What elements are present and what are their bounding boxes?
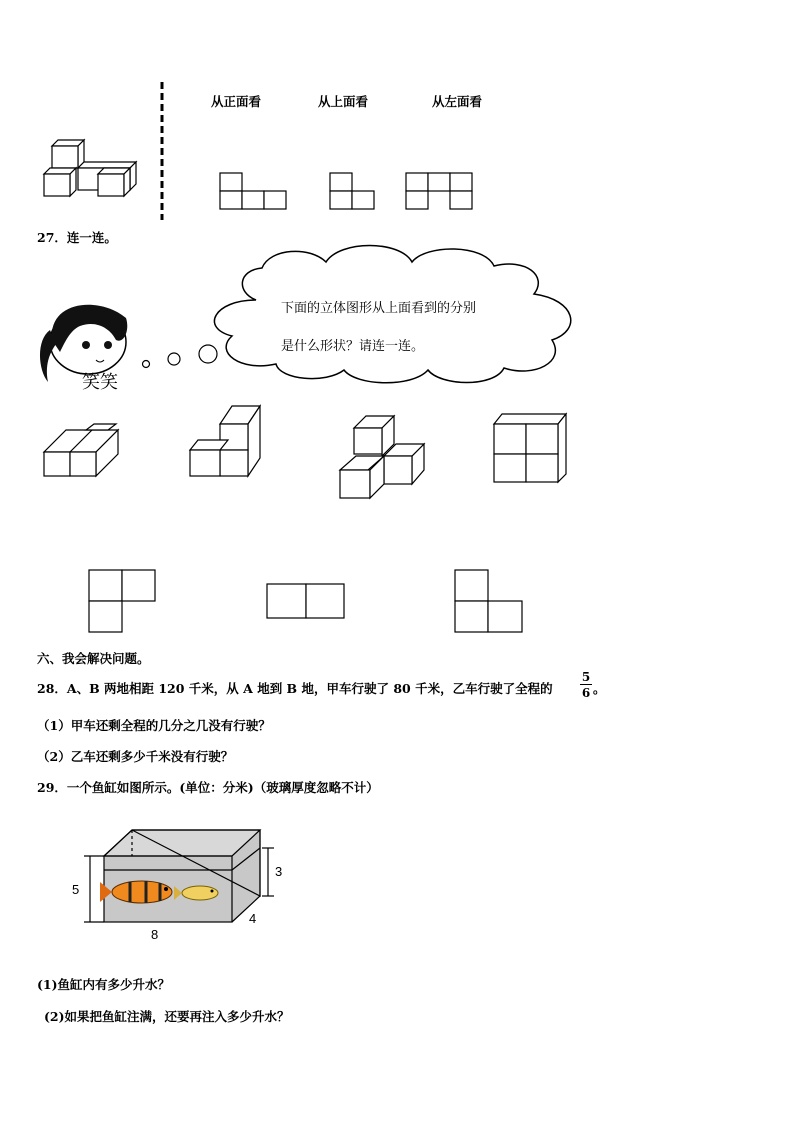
- girl-name: 笑笑: [82, 372, 118, 393]
- cloud-text-line2: 是什么形状？请连一连。: [281, 339, 425, 354]
- dim-length-label: 8: [151, 927, 159, 942]
- q28-end: 。: [593, 681, 606, 696]
- front-view-label: 从正面看: [211, 94, 262, 109]
- q28-fraction-den: 6: [581, 686, 591, 700]
- q29-sub1: (1)鱼缸内有多少升水？: [37, 977, 171, 992]
- dim-height-label: 5: [72, 882, 80, 897]
- q27-title: 27．连一连。: [37, 230, 117, 245]
- left-view-label: 从左面看: [432, 94, 483, 109]
- dim-water-label: 3: [275, 864, 283, 879]
- q29-title: 29．一个鱼缸如图所示。(单位：分米)（玻璃厚度忽略不计）: [37, 780, 379, 795]
- top-view-label: 从上面看: [318, 94, 369, 109]
- q28-text: 28．A、B 两地相距 120 千米，从 A 地到 B 地，甲车行驶了 80 千米，乙车行驶了全程的: [37, 681, 553, 696]
- cloud-text-line1: 下面的立体图形从上面看到的分别: [281, 301, 477, 316]
- q28-sub1: （1）甲车还剩全程的几分之几没有行驶？: [37, 718, 271, 733]
- q28-sub2: （2）乙车还剩多少千米没有行驶？: [37, 749, 234, 764]
- q28-fraction-num: 5: [581, 670, 591, 684]
- q29-sub2: (2)如果把鱼缸注满，还要再注入多少升水？: [44, 1009, 290, 1024]
- section6-title: 六、我会解决问题。: [37, 651, 150, 666]
- dim-water-3: [262, 848, 274, 896]
- dim-width-label: 4: [249, 911, 257, 926]
